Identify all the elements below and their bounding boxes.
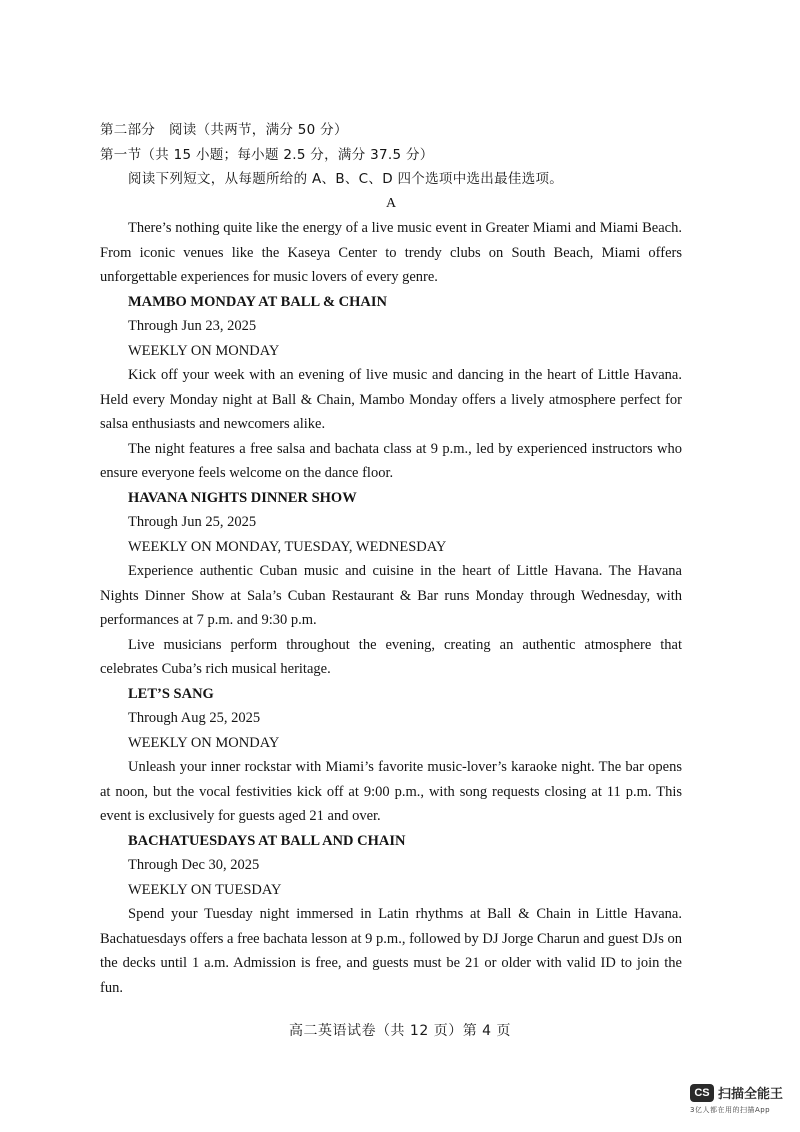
event-schedule: WEEKLY ON MONDAY [128, 342, 280, 359]
intro-paragraph: There’s nothing quite like the energy of a live music event in Greater Miami and Miami Beach. From iconic venues like the Kaseya Center to trendy clubs on South Beach, Miami offers unforgettable experiences for music lovers of every genre. [100, 220, 682, 285]
event-paragraph: Live musicians perform throughout the evening, creating an authentic atmosphere that celebrates Cuba’s rich musical heritage. [100, 636, 682, 677]
event-paragraph: Kick off your week with an evening of live music and dancing in the heart of Little Havana. Held every Monday night at Ball & Chain, Mambo Monday offers a lively atmosphere perfect for salsa enthusiasts and newcomers alike. [100, 367, 682, 432]
watermark-app-name: 扫描全能王 [718, 1087, 784, 1102]
page-footer: 高二英语试卷（共 12 页）第 4 页 [288, 1023, 512, 1039]
event-title: HAVANA NIGHTS DINNER SHOW [128, 489, 357, 506]
part-header: 第二部分 阅读（共两节，满分 50 分） [100, 122, 348, 138]
event-through-date: Through Jun 25, 2025 [128, 514, 257, 530]
event-schedule: WEEKLY ON TUESDAY [128, 881, 282, 898]
instruction: 阅读下列短文，从每题所给的 A、B、C、D 四个选项中选出最佳选项。 [128, 171, 564, 187]
event-mambo-monday [100, 290, 682, 486]
camscanner-logo-icon: CS [690, 1084, 714, 1102]
page-content [100, 118, 682, 1000]
event-schedule: WEEKLY ON MONDAY, TUESDAY, WEDNESDAY [128, 538, 447, 555]
scanner-watermark [690, 1083, 794, 1115]
event-through-date: Through Jun 23, 2025 [128, 318, 257, 334]
event-title: MAMBO MONDAY AT BALL & CHAIN [128, 293, 388, 310]
event-havana-nights [100, 486, 682, 682]
event-paragraph: Unleash your inner rockstar with Miami’s favorite music-lover’s karaoke night. The bar opens at noon, but the vocal festivities kick off at 9:00 p.m., with song requests closing at 11 p.m. This event is exclusively for guests aged 21 and over. [100, 759, 682, 824]
event-schedule: WEEKLY ON MONDAY [128, 734, 280, 751]
event-lets-sang [100, 682, 682, 829]
event-paragraph: The night features a free salsa and bachata class at 9 p.m., led by experienced instructors who ensure everyone feels welcome on the dance floor. [100, 440, 682, 481]
event-paragraph: Experience authentic Cuban music and cuisine in the heart of Little Havana. The Havana Nights Dinner Show at Sala’s Cuban Restaurant & Bar runs Monday through Wednesday, with performances at 7 p.m. and 9:30 p.m. [100, 563, 682, 628]
event-paragraph: Spend your Tuesday night immersed in Latin rhythms at Ball & Chain in Little Havana. Bachatuesdays offers a free bachata lesson at 9 p.m., followed by DJ Jorge Charun and guest DJs on the decks until 1 a.m. Admission is free, and guests must be 21 or older with valid ID to join the fun. [100, 906, 682, 996]
passage-label: A [385, 195, 397, 211]
event-title: LET’S SANG [128, 685, 214, 702]
event-title: BACHATUESDAYS AT BALL AND CHAIN [128, 832, 406, 849]
event-through-date: Through Aug 25, 2025 [128, 710, 261, 726]
section-header: 第一节（共 15 小题；每小题 2.5 分，满分 37.5 分） [100, 146, 434, 163]
watermark-tagline: 3亿人都在用的扫描App [690, 1106, 771, 1114]
event-through-date: Through Dec 30, 2025 [128, 857, 260, 873]
event-bachatuesdays [100, 829, 682, 1001]
